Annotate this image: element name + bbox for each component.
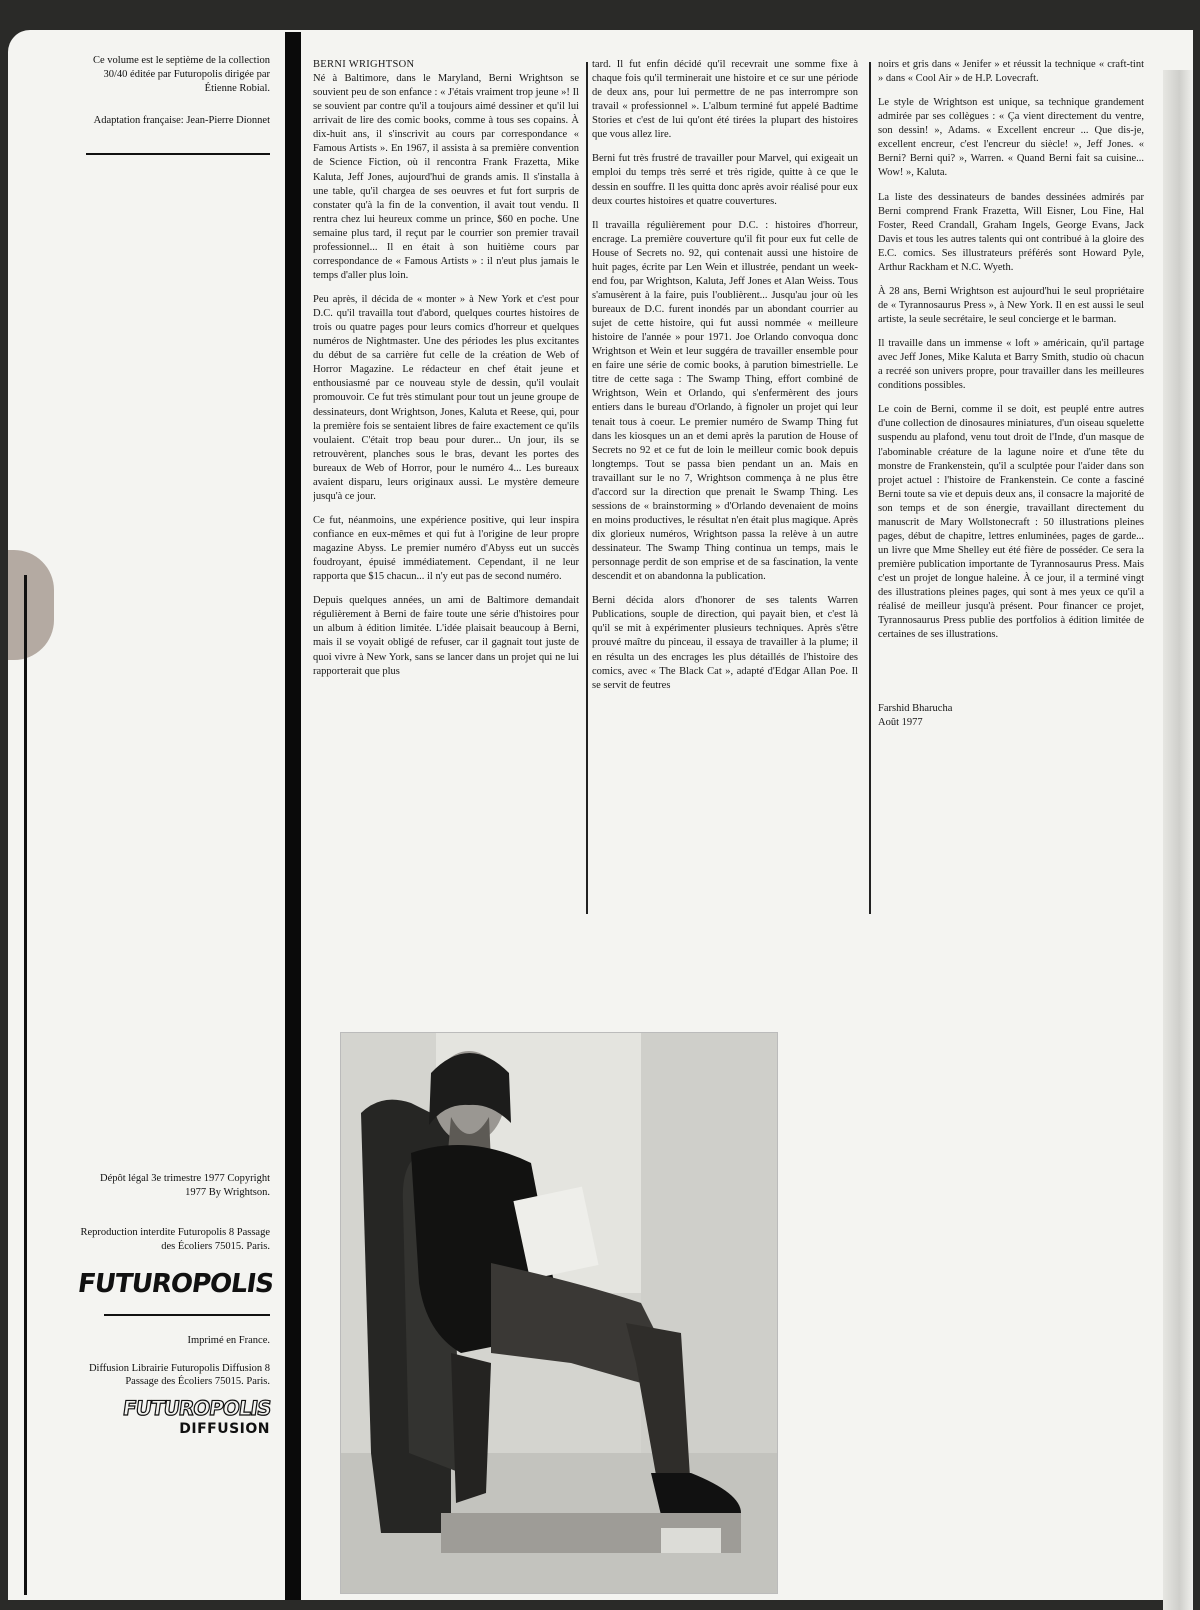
page-curl: [1163, 70, 1193, 1610]
sidebar-divider: [86, 153, 270, 155]
reproduction-notice: Reproduction interdite Futuropolis 8 Passage des Écoliers 75015. Paris.: [80, 1226, 270, 1252]
paragraph: Il travaille dans un immense « loft » américain, qu'il partage avec Jeff Jones, Mike Kaluta et Barry Smith, studio où chacun a recréé son univers propre, pour travailler dans les meilleures conditions possibles.: [878, 338, 1144, 392]
paragraph: Né à Baltimore, dans le Maryland, Berni Wrightson se souvient peu de son enfance : « J'étais vraiment trop jeune »! Il se souvient par contre qu'il a toujours aimé dessiner et qu'il lui arrivait de lire des comic books, comme à tous ses copains. À dix-huit ans, il s'inscrivit au cours par correspondance « Famous Artists ». En 1967, il assista à sa première convention de Science Fiction, où il rencontra Frank Frazetta, Mike Kaluta, Jeff Jones, aujourd'hui de grands amis. Il s'installa à une table, qu'il chargea de ses oeuvres et fut fort surpris de constater qu'à la fin de la convention, il avait tout vendu. Il rentra chez lui heureux comme un prince, $60 en poche. Une semaine plus tard, il reçut par le courrier son premier travail professionnel... Il en était à son huitième cours par correspondance de « Famous Artists » : il n'eut plus jamais le temps d'aller plus loin.: [313, 73, 579, 281]
diffusion-logo-bottom: DIFFUSION: [179, 1420, 270, 1437]
paragraph: tard. Il fut enfin décidé qu'il recevrait une somme fixe à chaque fois qu'il terminerait une histoire et ce sur une période de deux ans, pour lui permettre de ne pas interrompre son travail « professionnel ». L'album terminé fut appelé Badtime Stories et c'est de lui qu'ont été tirées la plupart des histoires que vous allez lire.: [592, 59, 858, 141]
paragraph: Il travailla régulièrement pour D.C. : histoires d'horreur, encrage. La première couverture qu'il fit pour eux fut celle de House of Secrets no. 92, qui contenait aussi une histoire de huit pages, écrite par Len Wein et illustrée, pendant un week-end fou, par Wrightson, Kaluta, Jeff Jones et Alan Weiss. Tous s'amusèrent à la faire, puis l'oublièrent... Jusqu'au jour où les bureaux de D.C. furent inondés par un abondant courrier au sujet de cette histoire, qui fut aussi nommée « meilleure histoire de l'année » pour 1971. Joe Orlando convoqua donc Wrightson et Wein et leur suggéra de travailler ensemble pour en faire une série de comic books, à parution bimestrielle. Le titre de cette saga : The Swamp Thing, effort combiné de Wrightson, Wein et Orlando, qui s'enfermèrent des jours entiers dans le bureau d'Orlando, à fignoler un projet qui leur tenait tous à coeur. Le premier numéro de Swamp Thing fut dans les kiosques un an et demi après la parution de House of Secrets no 92 et ce fut de loin le meilleur comic book depuis longtemps. Tout se passa bien pendant un an. Mais en travaillant sur le no 7, Wrightson commença à ne plus être d'accord sur la direction que prenait le Swamp Thing. Les sessions de « brainstorming » d'Orlando devenaient de moins en moins productives, le résultat n'en était plus magique. Après dix glorieux numéros, Wrightson passa la relève à un autre dessinateur. The Swamp Thing continua un temps, mais le personnage perdit de son emprise et de sa fascination, la vente descendit et on abandonna la publication.: [592, 219, 858, 583]
seated-man-photo: [341, 1033, 777, 1593]
book-page: [8, 30, 1193, 1600]
left-edge-rule: [24, 575, 27, 1595]
vertical-black-bar: [285, 32, 301, 1600]
colophon-sidebar: [78, 54, 270, 155]
legal-deposit: Dépôt légal 3e trimestre 1977 Copyright 1977 By Wrightson.: [99, 1173, 270, 1198]
paragraph: noirs et gris dans « Jenifer » et réussit la technique « craft-tint » dans « Cool Air » de H.P. Lovecraft.: [878, 59, 1144, 85]
article-column-1: [313, 58, 579, 928]
article: [313, 58, 1151, 928]
futuropolis-logo: FUTUROPOLIS: [75, 1269, 276, 1300]
paragraph: Le coin de Berni, comme il se doit, est peuplé entre autres d'une collection de dinosaures miniatures, d'un oiseau squelette suspendu au plafond, venu tout droit de l'Inde, d'un masque de l'abominable créature de la lagune noire et d'une tête du monstre de Frankenstein, qu'il a sculptée pour l'aider dans son projet actuel : l'histoire de Frankenstein. Ce conte a fasciné Berni toute sa vie et depuis deux ans, il consacre la majorité de son temps et de son énergie, travaillant directement du manuscrit de Mary Wollstonecraft : 50 illustrations pleines pages, début de chapitre, lettres enluminées, pages de garde... un livre que Mme Shelley eut été fière de posséder. Ce sera la première publication importante de Tyrannosaurus Press. Mais c'est un projet de longue haleine. À ce jour, il a terminé vingt des illustrations pleines pages, qui sont à mes yeux ce qu'il a réalisé de meilleur jusqu'à présent. Pour financer ce projet, Tyrannosaurus Press publie des portfolios à édition limitée de certaines de ses illustrations.: [878, 404, 1144, 641]
paragraph: La liste des dessinateurs de bandes dessinées admirés par Berni comprend Frank Frazetta, Will Eisner, Lou Fine, Hal Foster, Reed Crandall, Graham Ingels, George Evans, Jack Davis et tous les autres talents qui ont contribué à la gloire des E.C. comics. Ses illustrateurs préférés sont Howard Pyle, Arthur Rackham et N.C. Wyeth.: [878, 191, 1144, 273]
paragraph: Peu après, il décida de « monter » à New York et c'est pour D.C. qu'il travailla tout d'abord, quelques courtes histoires de trois ou quatre pages pour leurs comics d'horreur et quelques numéros de Nightmaster. Une des périodes les plus excitantes du début de sa carrière fut celle de la création de Web of Horror Magazine. Le rédacteur en chef était jeune et enthousiasmé par ce nouveau style de dessin, qu'il voulait promouvoir. Ce fut très stimulant pour tout un jeune groupe de dessinateurs, dont Wrightson, Jones, Kaluta et Reese, qui, pour la première fois se sentaient libres de faire exactement ce qu'ils voulaient. C'était trop beau pour durer... Un jour, ils se retrouvèrent, planches sous le bras, devant les portes des bureaux de Web of Horror, pour le numéro 4... Les bureaux avaient disparu, leurs originaux aussi. Le mystère demeure jusqu'à ce jour.: [313, 294, 579, 502]
thumb: [8, 550, 54, 660]
paragraph: Berni fut très frustré de travailler pour Marvel, qui exigeait un emploi du temps très serré et très rigide, quitte à ce que le dessin en souffre. Il les quitta donc après avoir réalisé pour eux deux courtes histoires et quatre couvertures.: [592, 153, 858, 207]
article-headline: BERNI WRIGHTSON: [313, 59, 415, 70]
paragraph: Berni décida alors d'honorer de ses talents Warren Publications, souple de direction, qui payait bien, et c'est là qu'il se mit à expérimenter plusieurs techniques. Après s'être prouvé maître du pinceau, il essaya de travailler à la plume; il en résulta un des encrages les plus détaillés de l'histoire des comics, avec « The Black Cat », adapté d'Edgar Allan Poe. Il se servit de feutres: [592, 595, 858, 691]
paragraph: Le style de Wrightson est unique, sa technique grandement admirée par ses collègues : « Ça vient directement du ventre, son dessin! », Adams. « Excellent encreur ... Que dis-je, excellent encreur, c'est l'encreur du siècle! », Jeff Jones. « Berni? Berni qui? », Warren. « Quand Berni fait sa cuisine... Wow! », Kaluta.: [878, 97, 1144, 179]
paragraph: Ce fut, néanmoins, une expérience positive, qui leur inspira confiance en eux-mêmes et qui fut à l'origine de leur propre magazine Abyss. Le premier numéro d'Abyss eut un succès foudroyant, épuisé immédiatement. Cependant, il ne leur rapporta que $15 chacun... il n'y eut pas de second numéro.: [313, 514, 579, 583]
portrait-photo: [340, 1032, 778, 1594]
printed-in: Imprimé en France.: [187, 1334, 270, 1346]
paragraph: Depuis quelques années, un ami de Baltimore demandait régulièrement à Berni de faire toute une série d'histoires pour un album à édition limitée. L'idée plaisait beaucoup à Berni, mais il se voyait obligé de refuser, car il gagnait tout juste de quoi vivre à New York, sans se lancer dans un projet qui ne lui rapporterait que plus: [313, 595, 579, 677]
byline: [878, 702, 1144, 730]
adaptation-credit: Adaptation française: Jean-Pierre Dionnet: [93, 114, 270, 126]
distribution-info: Diffusion Librairie Futuropolis Diffusion 8 Passage des Écoliers 75015. Paris.: [88, 1362, 270, 1388]
diffusion-logo-top: FUTUROPOLIS: [120, 1396, 272, 1421]
article-column-3: [878, 58, 1144, 928]
paragraph: À 28 ans, Berni Wrightson est aujourd'hui le seul propriétaire de « Tyrannosaurus Press », à New York. Il en est aussi le seul artiste, la seule secrétaire, le seul concierge et le barman.: [878, 285, 1144, 325]
column-rule: [869, 62, 871, 914]
byline-author: Farshid Bharucha: [878, 703, 953, 715]
futuropolis-diffusion-logo: [78, 1395, 270, 1435]
colophon-text: Ce volume est le septième de la collection 30/40 éditée par Futuropolis dirigée par Étienne Robial.: [93, 55, 270, 94]
legal-divider: [104, 1314, 270, 1316]
byline-date: Août 1977: [878, 717, 923, 729]
column-rule: [586, 62, 588, 914]
article-column-2: [592, 58, 858, 928]
legal-block: [75, 1172, 276, 1437]
